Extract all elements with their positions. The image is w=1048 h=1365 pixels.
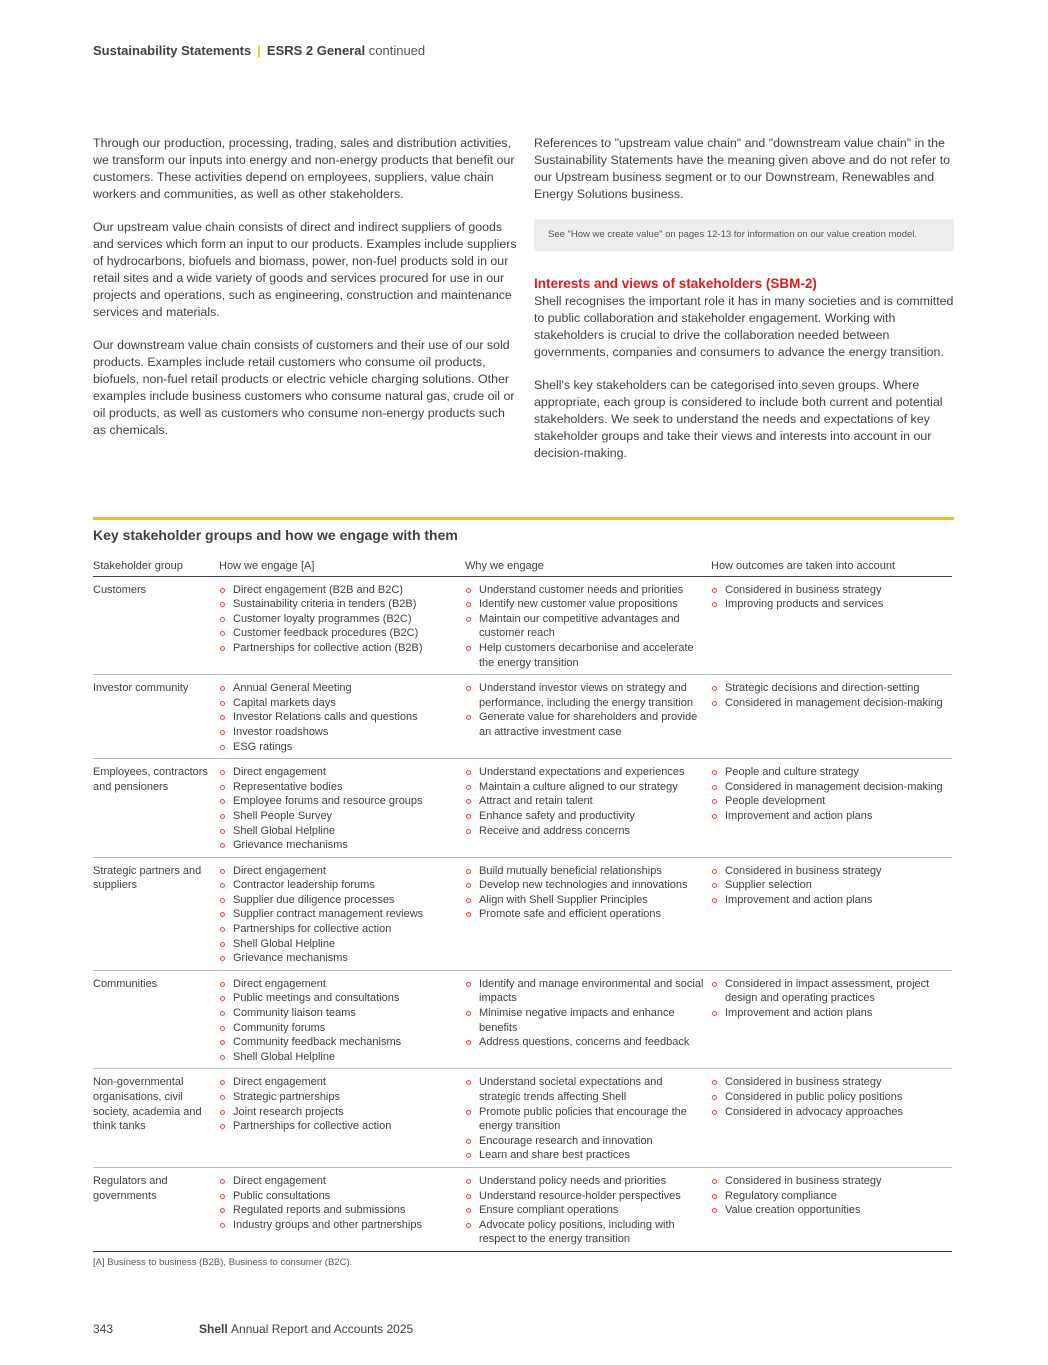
list-item: Contractor leadership forums [219, 878, 465, 893]
list-item: Help customers decarbonise and accelerate the energy transition [465, 641, 711, 670]
list-item: Encourage research and innovation [465, 1134, 711, 1149]
outcome-list [711, 583, 952, 612]
engage-reason-list-cell [465, 675, 711, 759]
engage-reason-list-cell [465, 1069, 711, 1168]
table-row [93, 857, 952, 970]
left-paragraph: Our downstream value chain consists of customers and their use of our sold products. Examples include retail customers who consume oil products, biofuels, non-fuel retail products or electric vehicle charging solutions. Other examples include business customers who consume natural gas, crude oil or oil products, as well as customers who consume non-energy products such as chemicals. [93, 338, 515, 437]
list-item: Promote safe and efficient operations [465, 907, 711, 922]
engage-reason-list [465, 583, 711, 671]
list-item: Capital markets days [219, 696, 465, 711]
header-separator: | [257, 43, 261, 58]
list-item: Shell Global Helpline [219, 1050, 465, 1065]
list-item: Public meetings and consultations [219, 991, 465, 1006]
page-header [93, 43, 425, 58]
right-paragraph: Shell's key stakeholders can be categorised into seven groups. Where appropriate, each group is considered to include both current and potential stakeholders. We seek to understand the needs and expectations of key stakeholder groups and take their views and interests into account in our decision-making. [534, 378, 943, 460]
engage-method-list [219, 1174, 465, 1232]
header-continued: continued [368, 43, 426, 58]
right-paragraph: Shell recognises the important role it has in many societies and is committed to public collaboration and stakeholder engagement. Working with stakeholders is crucial to drive the collaboration needed between governments, companies and consumers to advance the energy transition. [534, 294, 954, 359]
right-column [534, 135, 954, 478]
list-item: Industry groups and other partnerships [219, 1218, 465, 1233]
list-item: Considered in business strategy [711, 1174, 952, 1189]
list-item: Community forums [219, 1021, 465, 1036]
outcome-list-cell [711, 759, 952, 858]
footer-report-title: Annual Report and Accounts 2025 [231, 1322, 414, 1336]
list-item: Supplier due diligence processes [219, 893, 465, 908]
list-item: Strategic partnerships [219, 1090, 465, 1105]
list-item: Identify and manage environmental and social impacts [465, 977, 711, 1006]
list-item: Improvement and action plans [711, 893, 952, 908]
list-item: Considered in public policy positions [711, 1090, 952, 1105]
list-item: ESG ratings [219, 740, 465, 755]
engage-reason-list [465, 977, 711, 1050]
list-item: Identify new customer value propositions [465, 597, 711, 612]
list-item: Improvement and action plans [711, 1006, 952, 1021]
list-item: Community feedback mechanisms [219, 1035, 465, 1050]
engage-method-list-cell [219, 857, 465, 970]
list-item: Annual General Meeting [219, 681, 465, 696]
list-item: Understand resource-holder perspectives [465, 1189, 711, 1204]
list-item: Supplier selection [711, 878, 952, 893]
stakeholder-table [93, 555, 952, 1252]
outcome-list-cell [711, 675, 952, 759]
list-item: Build mutually beneficial relationships [465, 864, 711, 879]
engage-reason-list-cell [465, 759, 711, 858]
outcome-list [711, 1075, 952, 1119]
list-item: Learn and share best practices [465, 1148, 711, 1163]
list-item: Understand societal expectations and strategic trends affecting Shell [465, 1075, 711, 1104]
list-item: Value creation opportunities [711, 1203, 952, 1218]
list-item: Enhance safety and productivity [465, 809, 711, 824]
table-row [93, 970, 952, 1069]
list-item: Shell Global Helpline [219, 937, 465, 952]
list-item: Attract and retain talent [465, 794, 711, 809]
table-row [93, 675, 952, 759]
table-row [93, 1069, 952, 1168]
list-item: Ensure compliant operations [465, 1203, 711, 1218]
outcome-list-cell [711, 1069, 952, 1168]
header-section: Sustainability Statements [93, 43, 252, 58]
list-item: Receive and address concerns [465, 824, 711, 839]
engage-method-list [219, 977, 465, 1065]
list-item: Direct engagement [219, 765, 465, 780]
list-item: Direct engagement [219, 1174, 465, 1189]
list-item: Direct engagement (B2B and B2C) [219, 583, 465, 598]
right-intro-paragraph: References to "upstream value chain" and "downstream value chain" in the Sustainability Statements have the meaning given above and do not refer to our Upstream business segment or to our Downstream, Renewables and Energy Solutions business. [534, 136, 951, 201]
list-item: Maintain our competitive advantages and customer reach [465, 612, 711, 641]
outcome-list [711, 1174, 952, 1218]
stakeholder-group-cell: Investor community [93, 675, 219, 759]
list-item: Considered in advocacy approaches [711, 1105, 952, 1120]
list-item: Considered in management decision-making [711, 780, 952, 795]
list-item: Align with Shell Supplier Principles [465, 893, 711, 908]
list-item: Promote public policies that encourage the energy transition [465, 1105, 711, 1134]
left-paragraph: Through our production, processing, trading, sales and distribution activities, we transform our inputs into energy and non-energy products that benefit our customers. These activities depend on employees, suppliers, value chain workers and communities, as well as other stakeholders. [93, 136, 515, 201]
list-item: Sustainability criteria in tenders (B2B) [219, 597, 465, 612]
list-item: Partnerships for collective action [219, 922, 465, 937]
list-item: Employee forums and resource groups [219, 794, 465, 809]
engage-reason-list-cell [465, 857, 711, 970]
list-item: Investor roadshows [219, 725, 465, 740]
stakeholder-group-cell: Communities [93, 970, 219, 1069]
engage-method-list-cell [219, 576, 465, 675]
engage-method-list-cell [219, 1167, 465, 1251]
list-item: Community liaison teams [219, 1006, 465, 1021]
engage-reason-list [465, 864, 711, 922]
stakeholder-table-section [93, 517, 954, 1268]
stakeholder-group-cell: Regulators and governments [93, 1167, 219, 1251]
list-item: Minimise negative impacts and enhance benefits [465, 1006, 711, 1035]
engage-reason-list [465, 765, 711, 838]
list-item: Improving products and services [711, 597, 952, 612]
engage-method-list-cell [219, 675, 465, 759]
list-item: Generate value for shareholders and provide an attractive investment case [465, 710, 711, 739]
list-item: Develop new technologies and innovations [465, 878, 711, 893]
page-number: 343 [93, 1322, 114, 1336]
engage-method-list-cell [219, 1069, 465, 1168]
list-item: Regulated reports and submissions [219, 1203, 465, 1218]
list-item: Shell People Survey [219, 809, 465, 824]
list-item: Considered in business strategy [711, 1075, 952, 1090]
list-item: Direct engagement [219, 864, 465, 879]
engage-reason-list [465, 681, 711, 739]
table-row [93, 759, 952, 858]
list-item: Considered in impact assessment, project design and operating practices [711, 977, 952, 1006]
engage-method-list-cell [219, 970, 465, 1069]
footer-brand: Shell [199, 1322, 228, 1336]
list-item: Considered in management decision-making [711, 696, 952, 711]
table-header-row [93, 555, 952, 576]
stakeholder-group-cell: Customers [93, 576, 219, 675]
stakeholder-group-cell: Strategic partners and suppliers [93, 857, 219, 970]
list-item: Investor Relations calls and questions [219, 710, 465, 725]
engage-method-list [219, 765, 465, 853]
engage-reason-list [465, 1075, 711, 1163]
engage-reason-list-cell [465, 576, 711, 675]
engage-reason-list [465, 1174, 711, 1247]
list-item: Improvement and action plans [711, 809, 952, 824]
table-title: Key stakeholder groups and how we engage with them [93, 527, 458, 543]
engage-reason-list-cell [465, 970, 711, 1069]
list-item: Understand customer needs and priorities [465, 583, 711, 598]
list-item: Representative bodies [219, 780, 465, 795]
outcome-list-cell [711, 1167, 952, 1251]
outcome-list-cell [711, 576, 952, 675]
column-header: How we engage [A] [219, 555, 465, 576]
list-item: Advocate policy positions, including with respect to the energy transition [465, 1218, 711, 1247]
list-item: Customer loyalty programmes (B2C) [219, 612, 465, 627]
list-item: People and culture strategy [711, 765, 952, 780]
list-item: Considered in business strategy [711, 583, 952, 598]
list-item: Understand investor views on strategy and performance, including the energy transition [465, 681, 711, 710]
list-item: Partnerships for collective action (B2B) [219, 641, 465, 656]
list-item: Direct engagement [219, 1075, 465, 1090]
outcome-list [711, 765, 952, 823]
list-item: Considered in business strategy [711, 864, 952, 879]
left-column [93, 135, 518, 455]
stakeholder-group-cell: Employees, contractors and pensioners [93, 759, 219, 858]
table-footnote: [A] Business to business (B2B), Business to consumer (B2C). [93, 1256, 353, 1268]
outcome-list-cell [711, 857, 952, 970]
outcome-list-cell [711, 970, 952, 1069]
list-item: Regulatory compliance [711, 1189, 952, 1204]
outcome-list [711, 977, 952, 1021]
yellow-divider [93, 517, 954, 520]
list-item: Grievance mechanisms [219, 951, 465, 966]
table-row [93, 1167, 952, 1251]
list-item: Shell Global Helpline [219, 824, 465, 839]
column-header: How outcomes are taken into account [711, 555, 952, 576]
list-item: Maintain a culture aligned to our strategy [465, 780, 711, 795]
engage-method-list [219, 864, 465, 966]
list-item: Understand expectations and experiences [465, 765, 711, 780]
list-item: Address questions, concerns and feedback [465, 1035, 711, 1050]
column-header: Stakeholder group [93, 555, 219, 576]
page-footer [93, 1322, 413, 1336]
section-title: Interests and views of stakeholders (SBM-2) [534, 276, 817, 291]
engage-method-list-cell [219, 759, 465, 858]
header-subsection: ESRS 2 General [266, 43, 366, 58]
left-paragraph: Our upstream value chain consists of direct and indirect suppliers of goods and services which form an input to our products. Examples include suppliers of hydrocarbons, biofuels and biomass, power, non-fuel products sold in our retail sites and a wide variety of goods and services procured for use in our projects and operations, such as engineering, construction and maintenance services and materials. [93, 220, 517, 319]
stakeholder-group-cell: Non-governmental organisations, civil society, academia and think tanks [93, 1069, 219, 1168]
engage-method-list [219, 583, 465, 656]
engage-method-list [219, 681, 465, 754]
engage-reason-list-cell [465, 1167, 711, 1251]
cross-reference-note: See "How we create value" on pages 12-13 for information on our value creation model. [534, 219, 954, 251]
list-item: Grievance mechanisms [219, 838, 465, 853]
list-item: People development [711, 794, 952, 809]
list-item: Customer feedback procedures (B2C) [219, 626, 465, 641]
outcome-list [711, 681, 952, 710]
list-item: Strategic decisions and direction-setting [711, 681, 952, 696]
list-item: Direct engagement [219, 977, 465, 992]
list-item: Joint research projects [219, 1105, 465, 1120]
list-item: Public consultations [219, 1189, 465, 1204]
list-item: Supplier contract management reviews [219, 907, 465, 922]
list-item: Partnerships for collective action [219, 1119, 465, 1134]
engage-method-list [219, 1075, 465, 1133]
table-row [93, 576, 952, 675]
list-item: Understand policy needs and priorities [465, 1174, 711, 1189]
outcome-list [711, 864, 952, 908]
column-header: Why we engage [465, 555, 711, 576]
